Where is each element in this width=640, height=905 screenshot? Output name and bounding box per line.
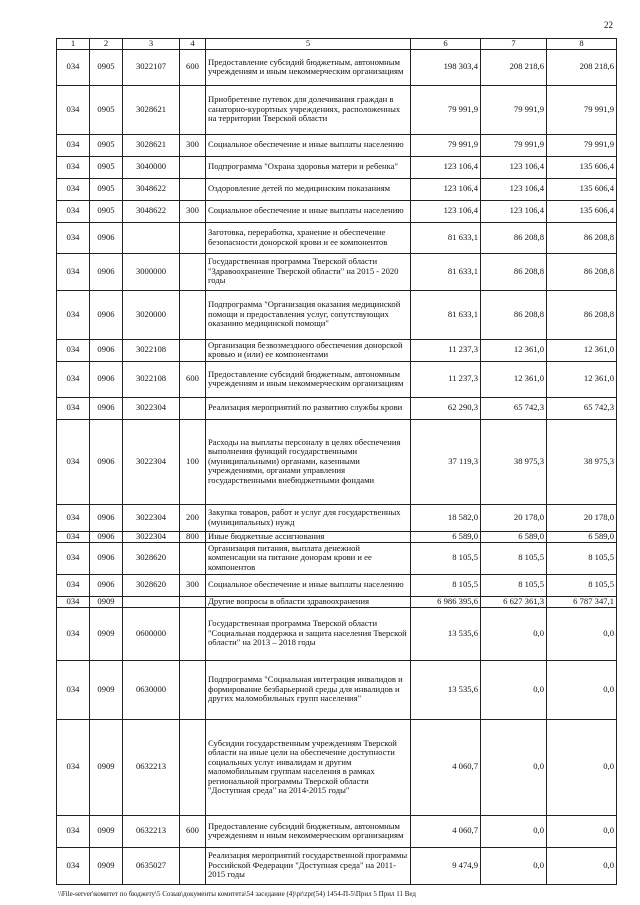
cell-c4 (180, 85, 206, 134)
cell-v8: 38 975,3 (547, 419, 617, 504)
cell-c4 (180, 847, 206, 884)
cell-c4 (180, 178, 206, 200)
cell-c1: 034 (57, 178, 90, 200)
cell-c2: 0909 (90, 660, 123, 719)
table-row (57, 397, 617, 419)
cell-c1: 034 (57, 290, 90, 339)
cell-v7: 86 208,8 (481, 290, 547, 339)
cell-v6: 11 237,3 (411, 361, 481, 397)
page-number: 22 (604, 20, 613, 30)
table-row (57, 719, 617, 815)
table-row (57, 531, 617, 542)
cell-c4: 600 (180, 49, 206, 85)
cell-c4 (180, 542, 206, 574)
cell-c2: 0906 (90, 504, 123, 531)
cell-v7: 123 106,4 (481, 156, 547, 178)
cell-v8: 0,0 (547, 847, 617, 884)
row-description: Организация безвозмездного обеспечения донорской кровью и (или) ее компонентами (206, 339, 411, 361)
row-description: Реализация мероприятий государственной программы Российской Федерации "Доступная среда" на 2011-2015 годы (206, 847, 411, 884)
cell-c2: 0906 (90, 253, 123, 290)
cell-v8: 79 991,9 (547, 85, 617, 134)
cell-v8: 135 606,4 (547, 156, 617, 178)
cell-c3: 3022304 (123, 504, 180, 531)
cell-v6: 13 535,6 (411, 660, 481, 719)
row-description: Реализация мероприятий по развитию службы крови (206, 397, 411, 419)
cell-c1: 034 (57, 253, 90, 290)
cell-v8: 0,0 (547, 660, 617, 719)
row-description: Предоставление субсидий бюджетным, автономным учреждениям и иным некоммерческим организациям (206, 361, 411, 397)
table-row (57, 847, 617, 884)
row-description: Субсидии государственным учреждениям Тверской области на иные цели на обеспечение доступности социальных услуг инвалидам и другим маломобильным группам населения в рамках региональной программы Тверской области "Доступная среда" на 2014-2015 годы" (206, 719, 411, 815)
cell-c1: 034 (57, 361, 90, 397)
header-row (57, 39, 617, 50)
cell-v6: 8 105,5 (411, 574, 481, 596)
cell-c2: 0905 (90, 134, 123, 156)
cell-c2: 0906 (90, 222, 123, 253)
cell-c3: 0632213 (123, 815, 180, 847)
cell-c3: 3028621 (123, 134, 180, 156)
cell-v6: 123 106,4 (411, 200, 481, 222)
cell-v7: 0,0 (481, 660, 547, 719)
table-row (57, 290, 617, 339)
cell-c1: 034 (57, 200, 90, 222)
cell-v6: 123 106,4 (411, 156, 481, 178)
table-row (57, 339, 617, 361)
cell-v8: 86 208,8 (547, 253, 617, 290)
cell-v6: 18 582,0 (411, 504, 481, 531)
row-description: Социальное обеспечение и иные выплаты населению (206, 200, 411, 222)
cell-c1: 034 (57, 847, 90, 884)
cell-c1: 034 (57, 85, 90, 134)
cell-c4: 100 (180, 419, 206, 504)
cell-v8: 20 178,0 (547, 504, 617, 531)
cell-v7: 8 105,5 (481, 574, 547, 596)
cell-c2: 0906 (90, 542, 123, 574)
table-row (57, 222, 617, 253)
cell-v6: 8 105,5 (411, 542, 481, 574)
col-header: 3 (123, 39, 180, 50)
cell-v7: 208 218,6 (481, 49, 547, 85)
cell-v7: 0,0 (481, 607, 547, 660)
cell-c4 (180, 222, 206, 253)
cell-c4 (180, 719, 206, 815)
cell-v7: 79 991,9 (481, 134, 547, 156)
cell-c2: 0906 (90, 361, 123, 397)
table-row (57, 419, 617, 504)
row-description: Оздоровление детей по медицинским показаниям (206, 178, 411, 200)
cell-v6: 13 535,6 (411, 607, 481, 660)
cell-v8: 79 991,9 (547, 134, 617, 156)
cell-c1: 034 (57, 134, 90, 156)
cell-v8: 135 606,4 (547, 200, 617, 222)
cell-c4 (180, 596, 206, 607)
cell-c3: 0635027 (123, 847, 180, 884)
cell-c2: 0906 (90, 574, 123, 596)
cell-c3: 3022108 (123, 339, 180, 361)
table-row (57, 607, 617, 660)
table-row (57, 178, 617, 200)
col-header: 2 (90, 39, 123, 50)
table-row (57, 134, 617, 156)
cell-c1: 034 (57, 815, 90, 847)
cell-v7: 86 208,8 (481, 222, 547, 253)
row-description: Подпрограмма "Социальная интеграция инвалидов и формирование безбарьерной среды для инвалидов и других маломобильных групп населения" (206, 660, 411, 719)
table-row (57, 815, 617, 847)
cell-c3: 3022304 (123, 397, 180, 419)
cell-v6: 11 237,3 (411, 339, 481, 361)
cell-c4: 300 (180, 134, 206, 156)
cell-c3: 3020000 (123, 290, 180, 339)
cell-v6: 79 991,9 (411, 134, 481, 156)
cell-c3: 3048622 (123, 178, 180, 200)
row-description: Предоставление субсидий бюджетным, автономным учреждениям и иным некоммерческим организациям (206, 815, 411, 847)
cell-c2: 0905 (90, 85, 123, 134)
cell-v7: 0,0 (481, 719, 547, 815)
row-description: Государственная программа Тверской области "Здравоохранение Тверской области" на 2015 - 2020 годы (206, 253, 411, 290)
cell-c2: 0905 (90, 200, 123, 222)
cell-c1: 034 (57, 607, 90, 660)
cell-c2: 0909 (90, 847, 123, 884)
cell-c3: 0632213 (123, 719, 180, 815)
cell-v8: 208 218,6 (547, 49, 617, 85)
cell-v7: 12 361,0 (481, 361, 547, 397)
cell-c3: 3022107 (123, 49, 180, 85)
cell-c4 (180, 607, 206, 660)
budget-table (56, 38, 617, 885)
col-header: 4 (180, 39, 206, 50)
cell-c1: 034 (57, 596, 90, 607)
col-header: 1 (57, 39, 90, 50)
cell-v7: 6 589,0 (481, 531, 547, 542)
row-description: Предоставление субсидий бюджетным, автономным учреждениям и иным некоммерческим организациям (206, 49, 411, 85)
cell-c2: 0906 (90, 339, 123, 361)
col-header: 5 (206, 39, 411, 50)
cell-c1: 034 (57, 531, 90, 542)
cell-v8: 6 787 347,1 (547, 596, 617, 607)
cell-c4 (180, 156, 206, 178)
cell-c4: 600 (180, 361, 206, 397)
cell-c3: 3048622 (123, 200, 180, 222)
cell-c2: 0906 (90, 397, 123, 419)
cell-v6: 4 060,7 (411, 815, 481, 847)
cell-v8: 8 105,5 (547, 542, 617, 574)
row-description: Иные бюджетные ассигнования (206, 531, 411, 542)
cell-v8: 8 105,5 (547, 574, 617, 596)
cell-v8: 0,0 (547, 607, 617, 660)
cell-c4 (180, 290, 206, 339)
col-header: 8 (547, 39, 617, 50)
table-row (57, 542, 617, 574)
cell-c3: 3022304 (123, 419, 180, 504)
cell-c4: 300 (180, 200, 206, 222)
row-description: Расходы на выплаты персоналу в целях обеспечения выполнения функций государственными (муниципальными) органами, казенными учреждениями, органами управления государственными внебюджетными фондами (206, 419, 411, 504)
table-row (57, 361, 617, 397)
file-path-footer: \\File-server\комитет по бюджету\5 Созыв\документы комитета\54 заседание (4)\pr\zpr(54) 1454-П-5\Прил 5 Прил 11 Вед (58, 890, 416, 898)
cell-c4: 800 (180, 531, 206, 542)
cell-c3: 3028621 (123, 85, 180, 134)
cell-c1: 034 (57, 419, 90, 504)
cell-v8: 0,0 (547, 815, 617, 847)
cell-c1: 034 (57, 49, 90, 85)
cell-c2: 0906 (90, 531, 123, 542)
cell-c2: 0906 (90, 419, 123, 504)
cell-v6: 6 986 395,6 (411, 596, 481, 607)
cell-c1: 034 (57, 397, 90, 419)
row-description: Социальное обеспечение и иные выплаты населению (206, 134, 411, 156)
table-row (57, 85, 617, 134)
cell-v6: 9 474,9 (411, 847, 481, 884)
table-row (57, 156, 617, 178)
cell-v6: 81 633,1 (411, 222, 481, 253)
cell-v7: 6 627 361,3 (481, 596, 547, 607)
cell-c4 (180, 397, 206, 419)
table-row (57, 504, 617, 531)
cell-v7: 86 208,8 (481, 253, 547, 290)
cell-v8: 12 361,0 (547, 339, 617, 361)
cell-v7: 0,0 (481, 815, 547, 847)
cell-v8: 86 208,8 (547, 222, 617, 253)
cell-c3 (123, 222, 180, 253)
cell-c3: 3000000 (123, 253, 180, 290)
cell-c3: 3028620 (123, 542, 180, 574)
cell-c2: 0905 (90, 178, 123, 200)
cell-v8: 6 589,0 (547, 531, 617, 542)
cell-v6: 123 106,4 (411, 178, 481, 200)
cell-v8: 65 742,3 (547, 397, 617, 419)
cell-c2: 0909 (90, 815, 123, 847)
cell-c2: 0905 (90, 49, 123, 85)
cell-v7: 123 106,4 (481, 178, 547, 200)
cell-v6: 81 633,1 (411, 253, 481, 290)
cell-v6: 37 119,3 (411, 419, 481, 504)
table-row (57, 596, 617, 607)
cell-v7: 12 361,0 (481, 339, 547, 361)
cell-v6: 6 589,0 (411, 531, 481, 542)
cell-v8: 12 361,0 (547, 361, 617, 397)
cell-c4 (180, 660, 206, 719)
cell-v6: 198 303,4 (411, 49, 481, 85)
cell-c4: 600 (180, 815, 206, 847)
cell-c4 (180, 339, 206, 361)
cell-c2: 0909 (90, 596, 123, 607)
cell-v8: 0,0 (547, 719, 617, 815)
cell-c3: 3040000 (123, 156, 180, 178)
cell-c2: 0909 (90, 607, 123, 660)
table-row (57, 574, 617, 596)
cell-v7: 123 106,4 (481, 200, 547, 222)
cell-c3: 3028620 (123, 574, 180, 596)
cell-c2: 0906 (90, 290, 123, 339)
row-description: Подпрограмма "Охрана здоровья матери и ребенка" (206, 156, 411, 178)
cell-v7: 0,0 (481, 847, 547, 884)
cell-c1: 034 (57, 339, 90, 361)
cell-c3: 3022108 (123, 361, 180, 397)
cell-v7: 79 991,9 (481, 85, 547, 134)
cell-c3: 0600000 (123, 607, 180, 660)
cell-v7: 65 742,3 (481, 397, 547, 419)
row-description: Подпрограмма "Организация оказания медицинской помощи и предоставления услуг, сопутствующих оказанию медицинской помощи" (206, 290, 411, 339)
cell-v6: 4 060,7 (411, 719, 481, 815)
cell-c1: 034 (57, 719, 90, 815)
cell-c3: 3022304 (123, 531, 180, 542)
cell-c1: 034 (57, 156, 90, 178)
row-description: Государственная программа Тверской области "Социальная поддержка и защита населения Тверской области" на 2013 – 2018 годы (206, 607, 411, 660)
cell-v6: 79 991,9 (411, 85, 481, 134)
cell-v7: 20 178,0 (481, 504, 547, 531)
row-description: Социальное обеспечение и иные выплаты населению (206, 574, 411, 596)
cell-v6: 62 290,3 (411, 397, 481, 419)
table-row (57, 253, 617, 290)
cell-c1: 034 (57, 222, 90, 253)
cell-c1: 034 (57, 574, 90, 596)
col-header: 7 (481, 39, 547, 50)
cell-c3 (123, 596, 180, 607)
cell-c4 (180, 253, 206, 290)
cell-c4: 200 (180, 504, 206, 531)
cell-v7: 8 105,5 (481, 542, 547, 574)
cell-v7: 38 975,3 (481, 419, 547, 504)
cell-v8: 86 208,8 (547, 290, 617, 339)
row-description: Другие вопросы в области здравоохранения (206, 596, 411, 607)
table-row (57, 49, 617, 85)
cell-c4: 300 (180, 574, 206, 596)
cell-c1: 034 (57, 542, 90, 574)
cell-c1: 034 (57, 504, 90, 531)
table-row (57, 660, 617, 719)
col-header: 6 (411, 39, 481, 50)
row-description: Заготовка, переработка, хранение и обеспечение безопасности донорской крови и ее компонентов (206, 222, 411, 253)
cell-c2: 0909 (90, 719, 123, 815)
row-description: Организация питания, выплата денежной компенсации на питание донорам крови и ее компонентов (206, 542, 411, 574)
row-description: Закупка товаров, работ и услуг для государственных (муниципальных) нужд (206, 504, 411, 531)
cell-c3: 0630000 (123, 660, 180, 719)
table-row (57, 200, 617, 222)
row-description: Приобретение путевок для долечивания граждан в санаторно-курортных учреждениях, расположенных на территории Тверской области (206, 85, 411, 134)
cell-c1: 034 (57, 660, 90, 719)
cell-v6: 81 633,1 (411, 290, 481, 339)
cell-v8: 135 606,4 (547, 178, 617, 200)
cell-c2: 0905 (90, 156, 123, 178)
